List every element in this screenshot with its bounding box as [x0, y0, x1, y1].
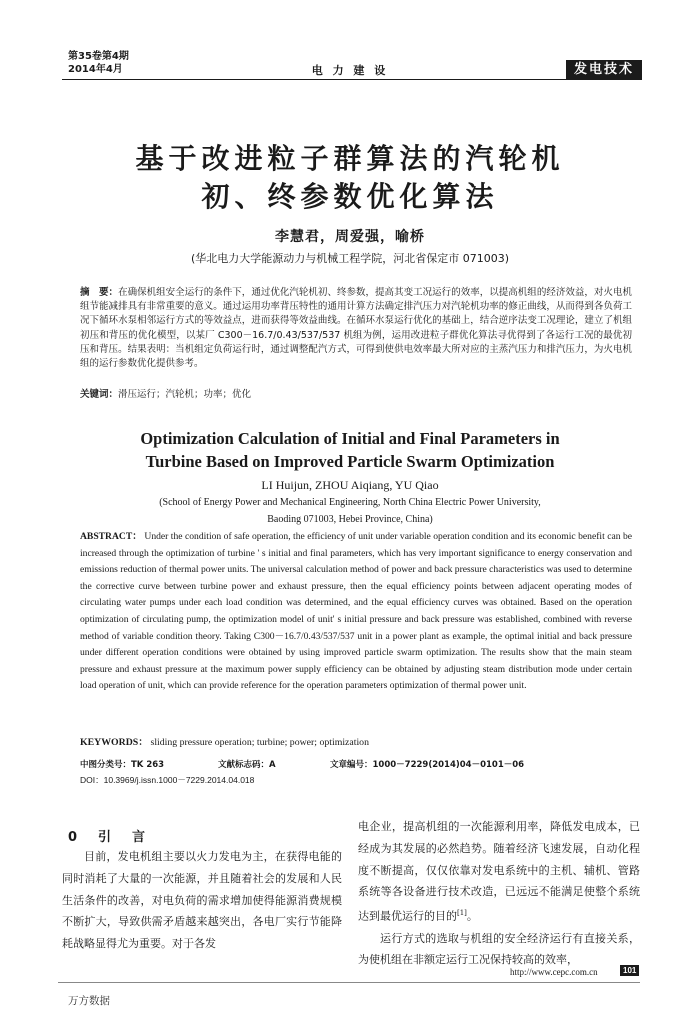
title-zh-line2: 初、终参数优化算法 [201, 180, 499, 213]
right-paragraph-1 [358, 816, 640, 928]
keywords-zh-text: 滑压运行；汽轮机；功率；优化 [118, 389, 252, 400]
abstract-zh-text: 在确保机组安全运行的条件下，通过优化汽轮机初、终参数，提高其变工况运行的效率，以提高机组的经济效益，对火电机组节能减排具有非常重要的意义。通过运用功率背压特性的通用计算方法确定排汽压力对汽轮机功率的修正曲线，从而得到各负荷工况下循环水泵相邻运行方式的等效益点，进而获得等效益曲线。在循环水泵运行优化的基础上，结合逆序法变工况理论，建立了机组初压和背压的优化模型，以某厂 C300－16.7/0.43/537/537 机组为例，运用改进粒子群优化算法寻优得到了各运行工况的最优初压和背压。结果表明：当机组定负荷运行时，通过调整配汽方式，可得到使供电效率最大所对应的主蒸汽压力和排汽压力，为火电机组的运行参数优化提供参考。 [80, 287, 632, 370]
keywords-en [80, 734, 632, 748]
watermark: 万方数据 [68, 995, 110, 1007]
right-paragraph-1-text: 电企业，提高机组的一次能源利用率，降低发电成本，已经成为其发展的必然趋势。随着经济飞速发展，自动化程度不断提高，仅仅依靠对发电系统中的主机、辅机、管路系统等各设备进行技术改造，已远远不能满足使整个系统达到最优运行的目的 [358, 820, 640, 923]
authors-en: LI Huijun, ZHOU Aiqiang, YU Qiao [261, 478, 439, 492]
title-en-line1: Optimization Calculation of Initial and Final Parameters in [140, 429, 560, 448]
body-column-left: 目前，发电机组主要以火力发电为主，在获得电能的同时消耗了大量的一次能源，并且随着社会的发展和人民生活条件的改善，对电负荷的需求增加使得能源消费规模不断扩大，导致供需矛盾越来越突出，各电厂实行节能降耗战略显得尤为重要。对于各发 [62, 850, 342, 951]
journal-name: 电 力 建 设 [311, 64, 389, 77]
authors-zh: 李慧君，周爱强，喻桥 [275, 229, 425, 245]
keywords-zh [80, 386, 632, 400]
document-code: 文献标志码：A [218, 760, 276, 770]
column-badge: 发电技术 [566, 60, 642, 80]
right-paragraph-1-end: 。 [466, 909, 478, 923]
citation-ref: [1] [457, 909, 467, 918]
affiliation-en-line1: (School of Energy Power and Mechanical Engineering, North China Electric Power University, [159, 497, 541, 508]
page-number: 101 [620, 965, 639, 976]
abstract-en [80, 529, 632, 695]
volume-issue: 第35卷第4期 [68, 51, 129, 62]
header-divider [62, 79, 566, 80]
body-column-right [358, 816, 640, 971]
article-number: 文章编号：1000－7229(2014)04－0101－06 [330, 760, 525, 770]
title-zh-line1: 基于改进粒子群算法的汽轮机 [135, 142, 565, 175]
keywords-zh-label: 关键词： [80, 389, 119, 400]
keywords-en-label: KEYWORDS： [80, 737, 149, 748]
right-paragraph-2: 运行方式的选取与机组的安全经济运行有直接关系，为使机组在非额定运行工况保持较高的效率， [358, 931, 640, 967]
clc-number: 中图分类号：TK 263 [80, 760, 165, 770]
footer-divider [58, 982, 640, 983]
affiliation-en-line2: Baoding 071003, Hebei Province, China) [267, 514, 433, 525]
abstract-en-text: Under the condition of safe operation, the efficiency of unit under variable operation condition and its economic benefit can be increased through the optimization of turbine ' s initial and final parameters, which has very important significance to energy conservation and emissions reduction of thermal power units. The universal calculation method of power and back pressure characteristics was used to determine the corrective curve between turbine power and exhaust pressure, then the equal efficiency points between adjacent operating modes of circulating water pumps under each load condition was determined, and the equal efficiency curves was obtained. Based on the operation optimization of circulating pump, the optimization model of unit' s initial pressure and back pressure was established, combined with reverse method of variable condition theory. Taking C300－16.7/0.43/537/537 unit in a power plant as example, the optimal initial and back pressure under different operation conditions were obtained by using improved particle swarm optimization. The results show that the main steam pressure and exhaust pressure at the maximum power supply efficiency can be obtained by adjusting steam distribution mode under certain load operation of unit, which can provide reference for the operation parameters optimization of thermal power unit. [80, 531, 632, 692]
affiliation-zh: (华北电力大学能源动力与机械工程学院，河北省保定市 071003) [190, 252, 510, 265]
issue-date: 2014年4月 [68, 64, 123, 75]
keywords-en-text: sliding pressure operation; turbine; power; optimization [150, 737, 369, 748]
abstract-en-label: ABSTRACT： [80, 531, 142, 542]
footer-url: http://www.cepc.com.cn [510, 967, 598, 977]
section-heading-introduction: 0 引 言 [68, 830, 150, 845]
abstract-zh [80, 286, 632, 371]
title-en-line2: Turbine Based on Improved Particle Swarm Optimization [145, 452, 555, 471]
abstract-zh-label: 摘 要： [80, 287, 119, 298]
doi: DOI：10.3969/j.issn.1000－7229.2014.04.018 [80, 775, 255, 785]
